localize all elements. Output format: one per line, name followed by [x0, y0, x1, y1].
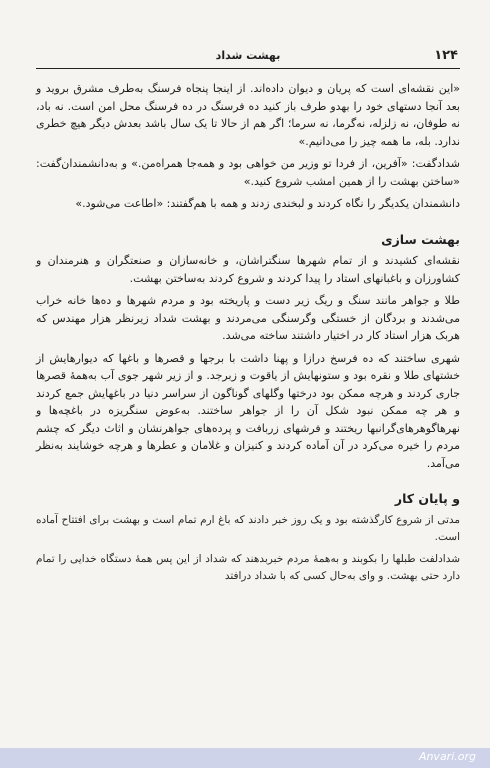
- page-body: [36, 80, 460, 590]
- paragraph: طلا و جواهر مانند سنگ و ریگ زیر دست و پاریخته بود و مردم شهرها و ده‌ها خانه خراب می‌شدند و بردگان از خستگی وگرسنگی می‌مردند و بهشت شداد زیرنظر هزار مهندس که هربک هزار استاد کار در اختیار داشتند ساخته می‌شد.: [36, 294, 460, 342]
- paragraph: شدادلفت طبلها را بکوبند و به‌همهٔ مردم خبربدهند که شداد از این پس همهٔ دستگاه خدایی را تمام دارد حتی بهشت. و وای به‌حال کسی که با شداد درافتد: [36, 552, 460, 582]
- watermark: Anvari.org: [418, 750, 476, 763]
- paragraph: نقشه‌ای کشیدند و از تمام شهرها سنگتراشان، و خانه‌سازان و صنعتگران و هنرمندان و کشاورزان و باغبانهای استاد را پیدا کردند و شروع کردند به‌ساختن بهشت.: [36, 254, 460, 285]
- paragraph: مدتی از شروع کارگذشته بود و یک روز خبر دادند که باغ ارم تمام است و بهشت برای افتتاح آماده است.: [36, 513, 460, 543]
- paragraph: شدادگفت: «آفرین، از فردا تو وزیر من خواهی بود و همه‌جا همراه‌من.» و به‌دانشمندان‌گفت: «ساختن بهشت را از همین امشب شروع کنید.»: [36, 157, 460, 188]
- section-title: بهشت سازی: [381, 231, 460, 247]
- running-title: بهشت شداد: [215, 49, 281, 62]
- section-title: و پایان کار: [394, 491, 460, 506]
- paragraph: شهری ساختند که ده فرسخ درازا و پهنا داشت با برجها و قصرها و باغها که دیوارهایش از خشتهای طلا و نقره بود و ستونهایش از یاقوت و زبرجد. و از زیر شهر جوی آب به‌همهٔ قصرها جاری کردند و هرچه ممکن بود درختها وگلهای گوناگون از سراسر دنیا در باغهایش جمع کردند و هر چه ممکن نبود شکل آن را از جواهر ساختند. به‌عوض سنگریزه در باغچه‌ها و نهرهاگوهرهای‌گرانبها ریختند و فرشهای زربافت و پرده‌های جواهرنشان و اثاث دیگر که چشم مردم را خیره می‌کرد در آن آماده کردند و کنیزان و غلامان و عطرها و هرچه خوشایند به‌نظر می‌آمد.: [36, 351, 460, 470]
- paragraph: «این نقشه‌ای است که پریان و دیوان داده‌اند. از اینجا پنجاه فرسنگ به‌طرف مشرق بروید و بعد آنجا دستهای خود را بهدو طرف باز کنید ده فرسنگ در ده فرسنگ محل امن است. نه باد، نه طوفان، نه زلزله، نه‌گرما، نه سرما؛ اگر هم از حالا تا یک سال باشد بعدش دیگر هیچ خطری ندارد. بله، ما همه چیز را می‌دانیم.»: [36, 82, 460, 148]
- page-number: ۱۲۴: [434, 48, 458, 63]
- page-header: [36, 46, 460, 69]
- paragraph: دانشمندان یکدیگر را نگاه کردند و لبخندی زدند و همه با هم‌گفتند: «اطاعت می‌شود.»: [75, 197, 460, 210]
- watermark-bar: [0, 748, 490, 768]
